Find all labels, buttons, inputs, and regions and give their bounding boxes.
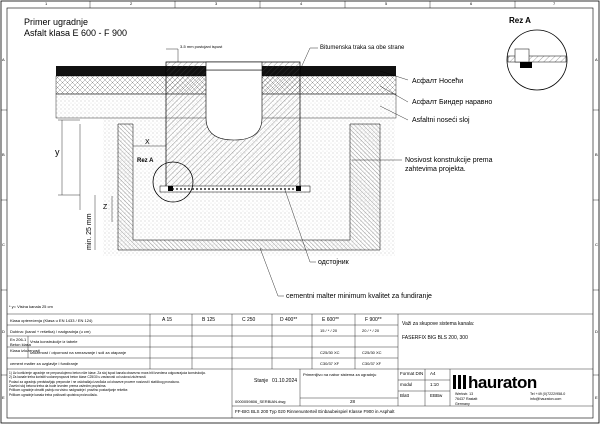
- table-row2-label: Dubina: (kanal + rešetka) / nadgradnja (u cm): [10, 329, 91, 334]
- date: 01.10.2024: [272, 378, 298, 384]
- annotation-asphalt-binder: Асфалт Биндер наравно: [412, 99, 493, 106]
- sheet-num: 28: [350, 399, 356, 404]
- detail-bitumen: [520, 62, 532, 68]
- dim-z: Z: [103, 204, 108, 211]
- table-row6: cement malter za uzglavlje i fundiranje: [10, 361, 79, 366]
- table-row3a: En 206-1: [10, 337, 27, 342]
- class-f900: F 900**: [365, 317, 382, 323]
- annotation-spacer: одстојник: [318, 259, 349, 266]
- dim-rez: Rez A: [137, 158, 154, 164]
- table-row5: Izloženost / otpornost na smrzavanje i soli za otapanje: [30, 350, 127, 355]
- system-name: FASERFIX BIG BLS 200, 300: [402, 335, 468, 341]
- note-2: 2) Za kanale treba koristiti vodonepropusni beton klase C25/30 u zavisnosti od uslova izloženosti.: [9, 375, 147, 380]
- grid-row-b-right: B: [595, 152, 598, 157]
- grid-col-1: 1: [45, 1, 48, 6]
- grid-row-e-right: E: [595, 395, 598, 400]
- address-3: Germany: [455, 402, 470, 406]
- note-4: Završni sloj betona treba da bude izveden prema važećim propisima.: [9, 383, 107, 388]
- grid-row-d-right: D: [595, 329, 598, 334]
- titleblock-note: Primenljivo na nabor sistema za ugradnju: [303, 372, 377, 377]
- system-title: Važi za skupove sistema kanala:: [402, 321, 475, 327]
- class-c250: C 250: [242, 317, 256, 323]
- grating: [206, 62, 262, 70]
- annotation-gap: 3-5 mm postojani ispust: [180, 44, 223, 49]
- detail-spacer: [515, 49, 529, 62]
- doc-num: 0000059806_SERBIAN.dwg: [235, 399, 286, 404]
- grid-row-c-right: C: [595, 242, 598, 247]
- channel-interior: [206, 70, 262, 140]
- grid-col-7: 7: [553, 1, 556, 6]
- dim-x: X: [145, 139, 150, 146]
- note-1: 1) Uz korišćenje ugradnje ne preporučujemo beton niže klase. Za sloj ispod kanala obavezno mora biti izvedena odgovarajuća konstrukcija.: [9, 371, 206, 375]
- note-6: Prilikom ugradnje kanala treba poštovati uputstva proizvođača.: [9, 392, 98, 397]
- grid-col-6: 6: [470, 1, 473, 6]
- spacer-left: [168, 186, 173, 191]
- footnote: * y= Visina kanala 25 cm: [9, 304, 53, 309]
- contact-2: info@hauraton.com: [530, 397, 562, 401]
- class-d400: D 400**: [280, 317, 298, 323]
- grid-row-d: D: [2, 329, 5, 334]
- drawing-caption: FF-BIG BLS 200 Typ 020 Rinnenunterteil Einbaubeispiel Klasse F900 in Asphalt: [235, 409, 395, 414]
- scale-label: modul: [400, 382, 413, 387]
- format-label: Format DIN: [400, 371, 424, 376]
- hauraton-logo-icon: [453, 375, 466, 389]
- annotation-foundation: Nosivost konstrukcije prema zahtevima projekta.: [405, 157, 493, 173]
- notes-block: [9, 371, 231, 417]
- conc-e: C25/30 XC: [320, 350, 340, 355]
- conc2-f: C30/37 XF: [362, 361, 382, 366]
- annotation-asphalt-top: Асфалт Носећи: [412, 78, 464, 85]
- dim-min: min. 25 mm: [86, 213, 93, 250]
- sheet-label: Blatt: [400, 393, 410, 398]
- annotation-asphalt-base: Asfaltni noseći sloj: [412, 117, 470, 124]
- brand-logo: hauraton: [468, 373, 537, 392]
- table-row1-label: Klasa opterećenja (Klasa u EN 1433 / EN 124): [10, 318, 93, 323]
- revision: EBBw: [430, 393, 443, 398]
- table-row3c: Klasa izloženosti: [10, 348, 40, 353]
- spacer-right: [296, 186, 301, 191]
- address-1: Werkstr. 13: [455, 392, 474, 396]
- title-line1: Primer ugradnje: [24, 17, 89, 27]
- note-3: Podaci za ugradnju predstavljaju preporuke i ne oslobađaju izvođača od obaveze provere nosivosti i statičkog proračuna.: [9, 379, 180, 384]
- class-b125: B 125: [202, 317, 216, 323]
- depth-e: 15 / * / 20: [320, 328, 338, 333]
- grid-col-3: 3: [215, 1, 218, 6]
- contact-1: Tel +49 (0)7222/958-0: [530, 392, 566, 396]
- depth-f: 20 / * / 20: [362, 328, 380, 333]
- grid-col-2: 2: [130, 1, 133, 6]
- grid-row-a-right: A: [595, 57, 598, 62]
- channel-base: [160, 186, 310, 192]
- conc2-e: C30/37 XF: [320, 361, 340, 366]
- class-e600: E 600**: [322, 317, 339, 323]
- title-line2: Asfalt klasa E 600 - F 900: [24, 28, 128, 38]
- annotation-bitumen: Bitumenska traka sa obe strane: [320, 45, 405, 51]
- scale-val: 1:10: [430, 382, 439, 387]
- class-a15: A 15: [162, 317, 173, 323]
- table-row4: Vrsta konstrukcije iz tabele: [30, 339, 78, 344]
- grid-row-a: A: [2, 57, 5, 62]
- address-2: 76437 Rastatt: [455, 397, 478, 401]
- annotation-mortar: cementni malter minimum kvalitet za fundiranje: [286, 293, 432, 300]
- grid-row-b: B: [2, 152, 5, 157]
- status-label: Stanje: [254, 378, 269, 384]
- format-val: A4: [430, 371, 436, 376]
- dim-y: y: [55, 147, 60, 157]
- grid-col-5: 5: [385, 1, 388, 6]
- grid-col-4: 4: [300, 1, 303, 6]
- grid-row-e: E: [2, 395, 5, 400]
- grid-row-c: C: [2, 242, 5, 247]
- table-row3b: Beton klasa: [10, 342, 31, 347]
- detail-label: Rez A: [509, 16, 531, 25]
- note-5: Prilikom ugradnje obratiti pažnju na visinu nadgradnje i pravilno postavljanje rešetke.: [9, 388, 129, 393]
- conc-f: C25/30 XC: [362, 350, 382, 355]
